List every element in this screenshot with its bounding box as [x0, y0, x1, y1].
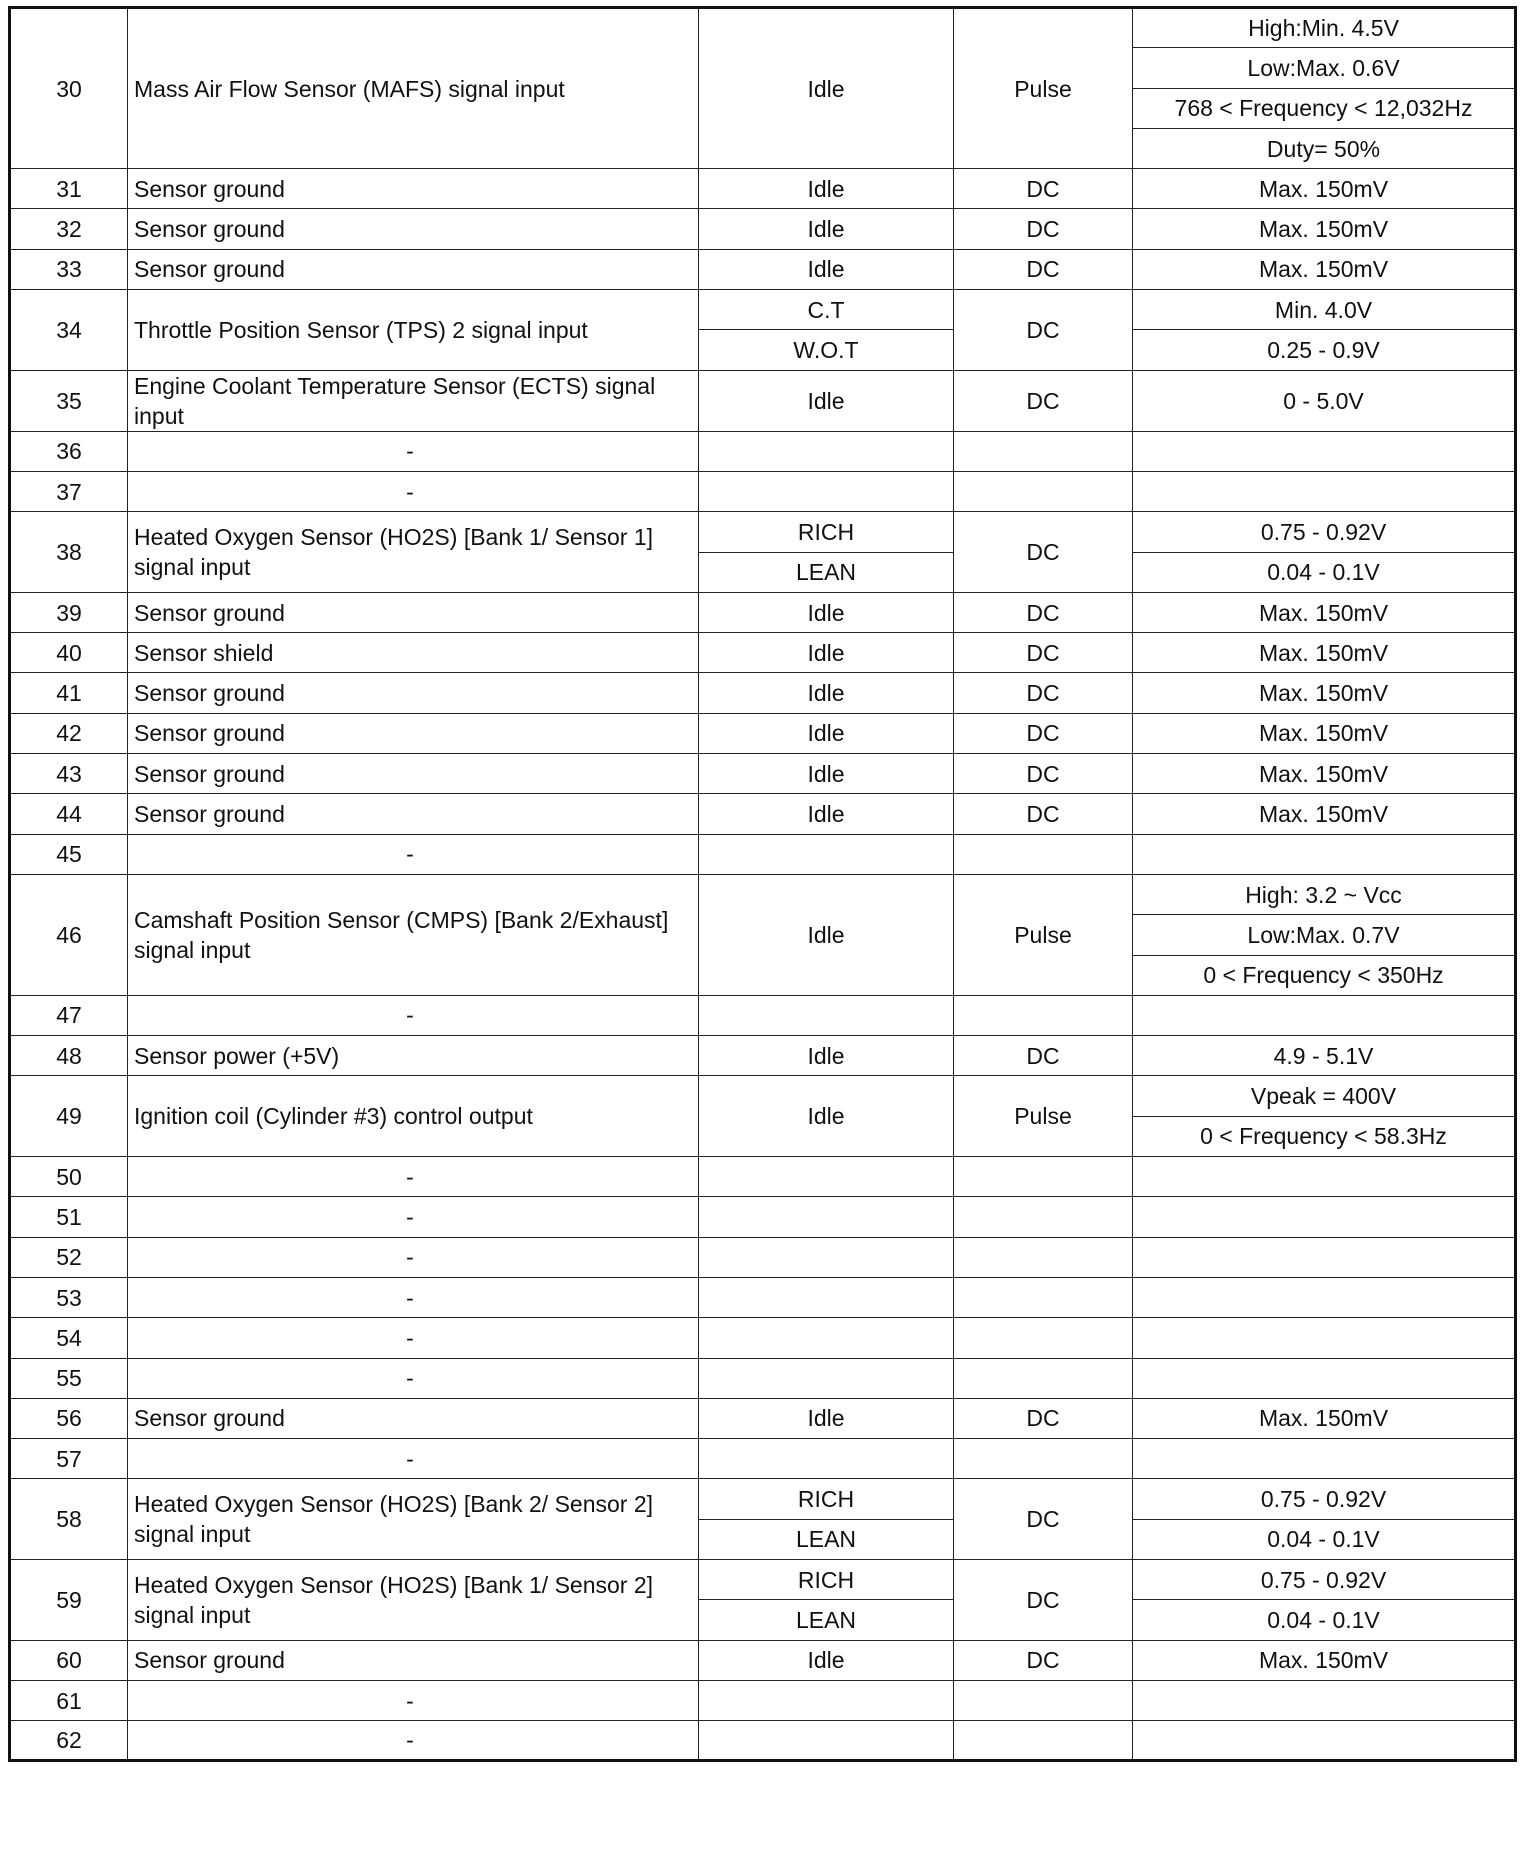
table-row — [10, 249, 1516, 289]
signal-level-cell: Max. 150mV — [1133, 673, 1516, 713]
condition-cell: Idle — [699, 1640, 954, 1680]
signal-type-cell — [954, 471, 1133, 511]
pin-description-cell: - — [128, 1157, 699, 1197]
pin-description-cell: - — [128, 1237, 699, 1277]
pin-number-cell: 51 — [10, 1197, 128, 1237]
condition-cell — [699, 1680, 954, 1720]
signal-type-cell: DC — [954, 1479, 1133, 1560]
pin-number-cell: 50 — [10, 1157, 128, 1197]
signal-type-cell: Pulse — [954, 8, 1133, 169]
pin-description-cell: - — [128, 1318, 699, 1358]
pin-description-cell: Camshaft Position Sensor (CMPS) [Bank 2/Exhaust] signal input — [128, 874, 699, 995]
table-row — [10, 633, 1516, 673]
pin-number-cell: 30 — [10, 8, 128, 169]
condition-cell — [699, 1721, 954, 1761]
condition-cell — [699, 1318, 954, 1358]
signal-level-cell: Max. 150mV — [1133, 633, 1516, 673]
table-row — [10, 1680, 1516, 1720]
signal-type-cell: DC — [954, 1559, 1133, 1640]
signal-type-cell: DC — [954, 1398, 1133, 1438]
pin-number-cell: 34 — [10, 290, 128, 371]
signal-level-cell: 0.04 - 0.1V — [1133, 552, 1516, 592]
condition-cell — [699, 834, 954, 874]
signal-type-cell: DC — [954, 209, 1133, 249]
pin-description-cell: Sensor ground — [128, 1640, 699, 1680]
condition-cell — [699, 1277, 954, 1317]
table-row — [10, 1318, 1516, 1358]
signal-level-cell: Max. 150mV — [1133, 209, 1516, 249]
signal-type-cell: DC — [954, 512, 1133, 593]
pin-number-cell: 54 — [10, 1318, 128, 1358]
signal-level-cell: 0.75 - 0.92V — [1133, 1479, 1516, 1519]
pin-description-cell: Heated Oxygen Sensor (HO2S) [Bank 1/ Sensor 2] signal input — [128, 1559, 699, 1640]
pin-number-cell: 48 — [10, 1036, 128, 1076]
pin-number-cell: 56 — [10, 1398, 128, 1438]
signal-type-cell: DC — [954, 169, 1133, 209]
signal-type-cell — [954, 834, 1133, 874]
pin-description-cell: - — [128, 1197, 699, 1237]
signal-type-cell — [954, 1721, 1133, 1761]
table-row — [10, 1197, 1516, 1237]
pin-description-cell: - — [128, 995, 699, 1035]
signal-type-cell — [954, 431, 1133, 471]
signal-level-cell: 0.04 - 0.1V — [1133, 1600, 1516, 1640]
signal-type-cell: DC — [954, 754, 1133, 794]
signal-level-cell: Max. 150mV — [1133, 794, 1516, 834]
signal-level-cell: Max. 150mV — [1133, 1398, 1516, 1438]
condition-cell: RICH — [699, 1559, 954, 1599]
pin-number-cell: 52 — [10, 1237, 128, 1277]
condition-cell: Idle — [699, 1036, 954, 1076]
signal-type-cell: DC — [954, 713, 1133, 753]
signal-type-cell: DC — [954, 249, 1133, 289]
pin-description-cell: Heated Oxygen Sensor (HO2S) [Bank 1/ Sensor 1] signal input — [128, 512, 699, 593]
condition-cell — [699, 1197, 954, 1237]
signal-level-cell: 0 < Frequency < 350Hz — [1133, 955, 1516, 995]
signal-type-cell — [954, 995, 1133, 1035]
pin-number-cell: 44 — [10, 794, 128, 834]
signal-type-cell — [954, 1277, 1133, 1317]
pin-description-cell: - — [128, 1277, 699, 1317]
condition-cell: RICH — [699, 1479, 954, 1519]
signal-level-cell: Low:Max. 0.6V — [1133, 48, 1516, 88]
table-row — [10, 209, 1516, 249]
signal-level-cell: 4.9 - 5.1V — [1133, 1036, 1516, 1076]
signal-level-cell — [1133, 1197, 1516, 1237]
pin-number-cell: 60 — [10, 1640, 128, 1680]
pin-description-cell: - — [128, 1358, 699, 1398]
signal-type-cell — [954, 1680, 1133, 1720]
condition-cell: Idle — [699, 754, 954, 794]
table-row — [10, 169, 1516, 209]
pin-number-cell: 41 — [10, 673, 128, 713]
signal-type-cell: DC — [954, 592, 1133, 632]
pin-number-cell: 55 — [10, 1358, 128, 1398]
pin-number-cell: 35 — [10, 370, 128, 431]
pin-number-cell: 62 — [10, 1721, 128, 1761]
pin-number-cell: 47 — [10, 995, 128, 1035]
pin-spec-table — [8, 6, 1517, 1762]
signal-level-cell: 0.75 - 0.92V — [1133, 1559, 1516, 1599]
pin-number-cell: 59 — [10, 1559, 128, 1640]
pin-description-cell: - — [128, 1680, 699, 1720]
signal-level-cell: 0.04 - 0.1V — [1133, 1519, 1516, 1559]
pin-description-cell: Sensor shield — [128, 633, 699, 673]
condition-cell: Idle — [699, 370, 954, 431]
signal-type-cell: Pulse — [954, 1076, 1133, 1157]
table-row — [10, 1157, 1516, 1197]
table-row — [10, 1398, 1516, 1438]
pin-description-cell: Sensor power (+5V) — [128, 1036, 699, 1076]
pin-description-cell: - — [128, 834, 699, 874]
signal-level-cell: 0.25 - 0.9V — [1133, 330, 1516, 370]
condition-cell — [699, 431, 954, 471]
signal-level-cell — [1133, 431, 1516, 471]
pin-description-cell: Sensor ground — [128, 754, 699, 794]
condition-cell: C.T — [699, 290, 954, 330]
table-row — [10, 1721, 1516, 1761]
condition-cell: Idle — [699, 169, 954, 209]
condition-cell — [699, 1157, 954, 1197]
condition-cell: Idle — [699, 1398, 954, 1438]
table-row — [10, 512, 1516, 552]
table-row — [10, 290, 1516, 330]
pin-number-cell: 46 — [10, 874, 128, 995]
signal-type-cell: DC — [954, 794, 1133, 834]
pin-number-cell: 49 — [10, 1076, 128, 1157]
pin-number-cell: 57 — [10, 1439, 128, 1479]
signal-level-cell — [1133, 1721, 1516, 1761]
pin-number-cell: 42 — [10, 713, 128, 753]
table-row — [10, 874, 1516, 914]
pin-number-cell: 31 — [10, 169, 128, 209]
signal-level-cell: High: 3.2 ~ Vcc — [1133, 874, 1516, 914]
signal-level-cell: Max. 150mV — [1133, 169, 1516, 209]
signal-level-cell: Max. 150mV — [1133, 249, 1516, 289]
table-row — [10, 1036, 1516, 1076]
condition-cell: LEAN — [699, 1600, 954, 1640]
signal-level-cell — [1133, 1439, 1516, 1479]
signal-type-cell — [954, 1237, 1133, 1277]
table-row — [10, 754, 1516, 794]
condition-cell — [699, 1237, 954, 1277]
condition-cell: Idle — [699, 209, 954, 249]
condition-cell: RICH — [699, 512, 954, 552]
pin-description-cell: - — [128, 1721, 699, 1761]
signal-level-cell — [1133, 1358, 1516, 1398]
table-row — [10, 1479, 1516, 1519]
pin-number-cell: 61 — [10, 1680, 128, 1720]
pin-number-cell: 32 — [10, 209, 128, 249]
condition-cell: LEAN — [699, 1519, 954, 1559]
signal-level-cell — [1133, 834, 1516, 874]
condition-cell: Idle — [699, 713, 954, 753]
condition-cell: Idle — [699, 249, 954, 289]
table-row — [10, 995, 1516, 1035]
signal-type-cell — [954, 1318, 1133, 1358]
pin-description-cell: Sensor ground — [128, 794, 699, 834]
signal-level-cell: 0 - 5.0V — [1133, 370, 1516, 431]
pin-spec-table-body — [10, 8, 1516, 1761]
table-row — [10, 794, 1516, 834]
condition-cell: Idle — [699, 1076, 954, 1157]
signal-level-cell — [1133, 1680, 1516, 1720]
pin-description-cell: Mass Air Flow Sensor (MAFS) signal input — [128, 8, 699, 169]
table-row — [10, 1277, 1516, 1317]
pin-number-cell: 37 — [10, 471, 128, 511]
condition-cell: Idle — [699, 633, 954, 673]
pin-description-cell: - — [128, 1439, 699, 1479]
pin-description-cell: Sensor ground — [128, 592, 699, 632]
signal-type-cell — [954, 1157, 1133, 1197]
signal-type-cell — [954, 1439, 1133, 1479]
condition-cell: Idle — [699, 8, 954, 169]
signal-type-cell — [954, 1197, 1133, 1237]
pin-description-cell: Heated Oxygen Sensor (HO2S) [Bank 2/ Sensor 2] signal input — [128, 1479, 699, 1560]
signal-level-cell — [1133, 471, 1516, 511]
pin-description-cell: - — [128, 431, 699, 471]
condition-cell — [699, 995, 954, 1035]
table-row — [10, 1439, 1516, 1479]
signal-type-cell: DC — [954, 1036, 1133, 1076]
signal-type-cell: DC — [954, 673, 1133, 713]
table-row — [10, 1640, 1516, 1680]
table-row — [10, 1358, 1516, 1398]
pin-description-cell: Sensor ground — [128, 249, 699, 289]
signal-level-cell — [1133, 1277, 1516, 1317]
signal-level-cell: Vpeak = 400V — [1133, 1076, 1516, 1116]
condition-cell — [699, 1439, 954, 1479]
condition-cell: Idle — [699, 794, 954, 834]
signal-type-cell: DC — [954, 370, 1133, 431]
pin-number-cell: 58 — [10, 1479, 128, 1560]
pin-number-cell: 39 — [10, 592, 128, 632]
table-row — [10, 431, 1516, 471]
table-row — [10, 673, 1516, 713]
pin-number-cell: 33 — [10, 249, 128, 289]
pin-description-cell: Sensor ground — [128, 713, 699, 753]
pin-description-cell: - — [128, 471, 699, 511]
table-row — [10, 834, 1516, 874]
pin-number-cell: 40 — [10, 633, 128, 673]
pin-number-cell: 36 — [10, 431, 128, 471]
signal-level-cell: Duty= 50% — [1133, 128, 1516, 168]
pin-description-cell: Throttle Position Sensor (TPS) 2 signal input — [128, 290, 699, 371]
pin-description-cell: Ignition coil (Cylinder #3) control output — [128, 1076, 699, 1157]
signal-level-cell: Max. 150mV — [1133, 754, 1516, 794]
condition-cell: W.O.T — [699, 330, 954, 370]
table-row — [10, 471, 1516, 511]
condition-cell: Idle — [699, 673, 954, 713]
condition-cell — [699, 471, 954, 511]
signal-level-cell — [1133, 995, 1516, 1035]
signal-level-cell: Low:Max. 0.7V — [1133, 915, 1516, 955]
pin-number-cell: 38 — [10, 512, 128, 593]
signal-level-cell — [1133, 1157, 1516, 1197]
table-row — [10, 592, 1516, 632]
signal-type-cell — [954, 1358, 1133, 1398]
pin-description-cell: Sensor ground — [128, 169, 699, 209]
signal-level-cell: Max. 150mV — [1133, 592, 1516, 632]
signal-type-cell: DC — [954, 1640, 1133, 1680]
signal-level-cell: 768 < Frequency < 12,032Hz — [1133, 88, 1516, 128]
pin-description-cell: Sensor ground — [128, 673, 699, 713]
signal-level-cell — [1133, 1318, 1516, 1358]
signal-level-cell: Max. 150mV — [1133, 713, 1516, 753]
table-row — [10, 1559, 1516, 1599]
signal-type-cell: Pulse — [954, 874, 1133, 995]
table-row — [10, 1237, 1516, 1277]
signal-level-cell — [1133, 1237, 1516, 1277]
signal-level-cell: 0 < Frequency < 58.3Hz — [1133, 1116, 1516, 1156]
pin-description-cell: Sensor ground — [128, 209, 699, 249]
signal-level-cell: Min. 4.0V — [1133, 290, 1516, 330]
pin-number-cell: 43 — [10, 754, 128, 794]
table-row — [10, 713, 1516, 753]
table-row — [10, 370, 1516, 431]
pin-description-cell: Engine Coolant Temperature Sensor (ECTS) signal input — [128, 370, 699, 431]
condition-cell — [699, 1358, 954, 1398]
condition-cell: LEAN — [699, 552, 954, 592]
table-row — [10, 8, 1516, 48]
condition-cell: Idle — [699, 874, 954, 995]
pin-number-cell: 53 — [10, 1277, 128, 1317]
signal-level-cell: Max. 150mV — [1133, 1640, 1516, 1680]
table-row — [10, 1076, 1516, 1116]
pin-number-cell: 45 — [10, 834, 128, 874]
signal-type-cell: DC — [954, 290, 1133, 371]
signal-level-cell: 0.75 - 0.92V — [1133, 512, 1516, 552]
signal-type-cell: DC — [954, 633, 1133, 673]
signal-level-cell: High:Min. 4.5V — [1133, 8, 1516, 48]
condition-cell: Idle — [699, 592, 954, 632]
pin-description-cell: Sensor ground — [128, 1398, 699, 1438]
